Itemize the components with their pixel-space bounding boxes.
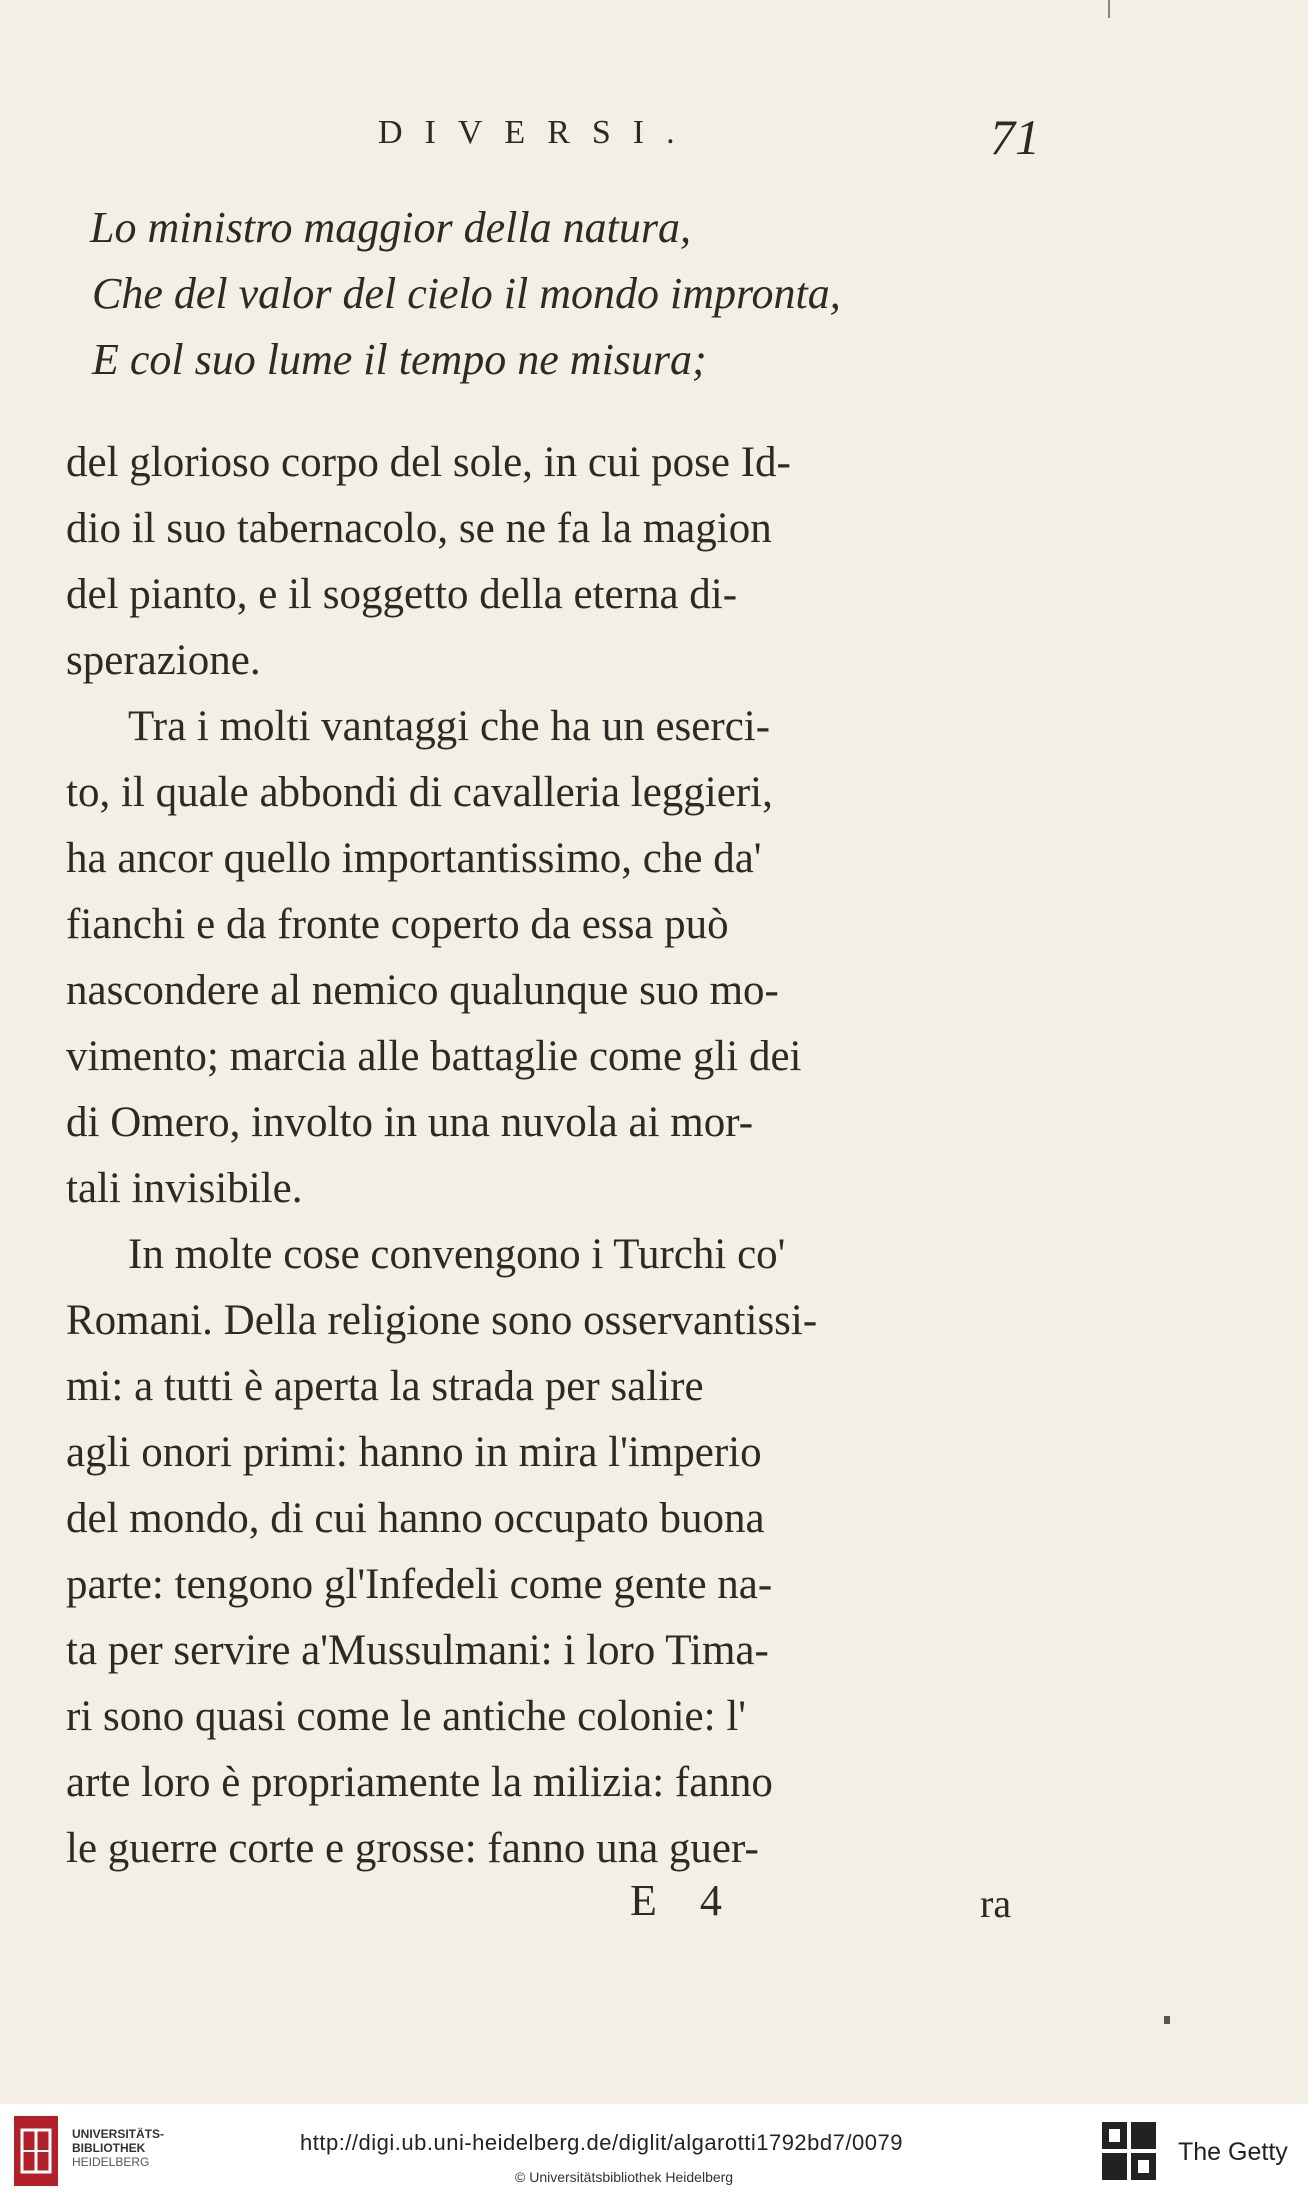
- text-line: Romani. Della religione sono osservantissi-: [66, 1297, 818, 1344]
- page-number: 71: [990, 109, 1040, 165]
- library-name-line: UNIVERSITÄTS-: [72, 2127, 165, 2141]
- text-line: to, il quale abbondi di cavalleria leggieri,: [66, 769, 773, 816]
- text-line: nascondere al nemico qualunque suo mo-: [66, 967, 779, 1014]
- text-line: ri sono quasi come le antiche colonie: l': [66, 1693, 747, 1740]
- verse-line: Lo ministro maggior della natura,: [90, 203, 691, 252]
- viewer-footer: [0, 2104, 1308, 2200]
- getty-logo-icon: [1100, 2120, 1158, 2182]
- text-line: di Omero, involto in una nuvola ai mor-: [66, 1099, 754, 1146]
- verse-line: E col suo lume il tempo ne misura;: [92, 335, 707, 384]
- text-line: ta per servire a'Mussulmani: i loro Tima-: [66, 1627, 769, 1674]
- copyright-notice: © Universitätsbibliothek Heidelberg: [515, 2169, 734, 2185]
- text-line: vimento; marcia alle battaglie come gli dei: [66, 1033, 802, 1080]
- permalink-url[interactable]: http://digi.ub.uni-heidelberg.de/diglit/algarotti1792bd7/0079: [300, 2130, 903, 2155]
- catchword: ra: [980, 1881, 1012, 1926]
- signature-mark: E 4: [630, 1876, 738, 1925]
- text-line: agli onori primi: hanno in mira l'imperio: [66, 1429, 762, 1476]
- text-line: del mondo, di cui hanno occupato buona: [66, 1495, 765, 1542]
- text-line: del glorioso corpo del sole, in cui pose Id-: [66, 439, 791, 486]
- library-name-line: HEIDELBERG: [72, 2155, 150, 2169]
- text-line: In molte cose convengono i Turchi co': [128, 1231, 786, 1278]
- text-line: dio il suo tabernacolo, se ne fa la magion: [66, 505, 772, 552]
- running-head: [0, 108, 1308, 168]
- page-edge-mark: [1108, 0, 1110, 18]
- text-line: tali invisibile.: [66, 1165, 303, 1212]
- library-name-line: BIBLIOTHEK: [72, 2141, 146, 2155]
- text-line: del pianto, e il soggetto della eterna di-: [66, 571, 738, 618]
- running-head-title: DIVERSI.: [378, 114, 697, 151]
- getty-name: The Getty: [1178, 2138, 1288, 2166]
- text-line: arte loro è propriamente la milizia: fanno: [66, 1759, 773, 1806]
- university-library-logo-icon: [14, 2116, 58, 2186]
- text-line: sperazione.: [66, 637, 261, 684]
- text-line: ha ancor quello importantissimo, che da': [66, 835, 762, 882]
- library-name: [72, 2127, 164, 2169]
- text-line: Tra i molti vantaggi che ha un eserci-: [128, 703, 771, 750]
- text-line: fianchi e da fronte coperto da essa può: [66, 901, 729, 948]
- text-line: mi: a tutti è aperta la strada per salire: [66, 1363, 704, 1410]
- ink-speck: [1164, 2016, 1170, 2024]
- text-line: parte: tengono gl'Infedeli come gente na-: [66, 1561, 773, 1608]
- verse-line: Che del valor del cielo il mondo impronta,: [92, 269, 841, 318]
- text-line: le guerre corte e grosse: fanno una guer-: [66, 1825, 759, 1872]
